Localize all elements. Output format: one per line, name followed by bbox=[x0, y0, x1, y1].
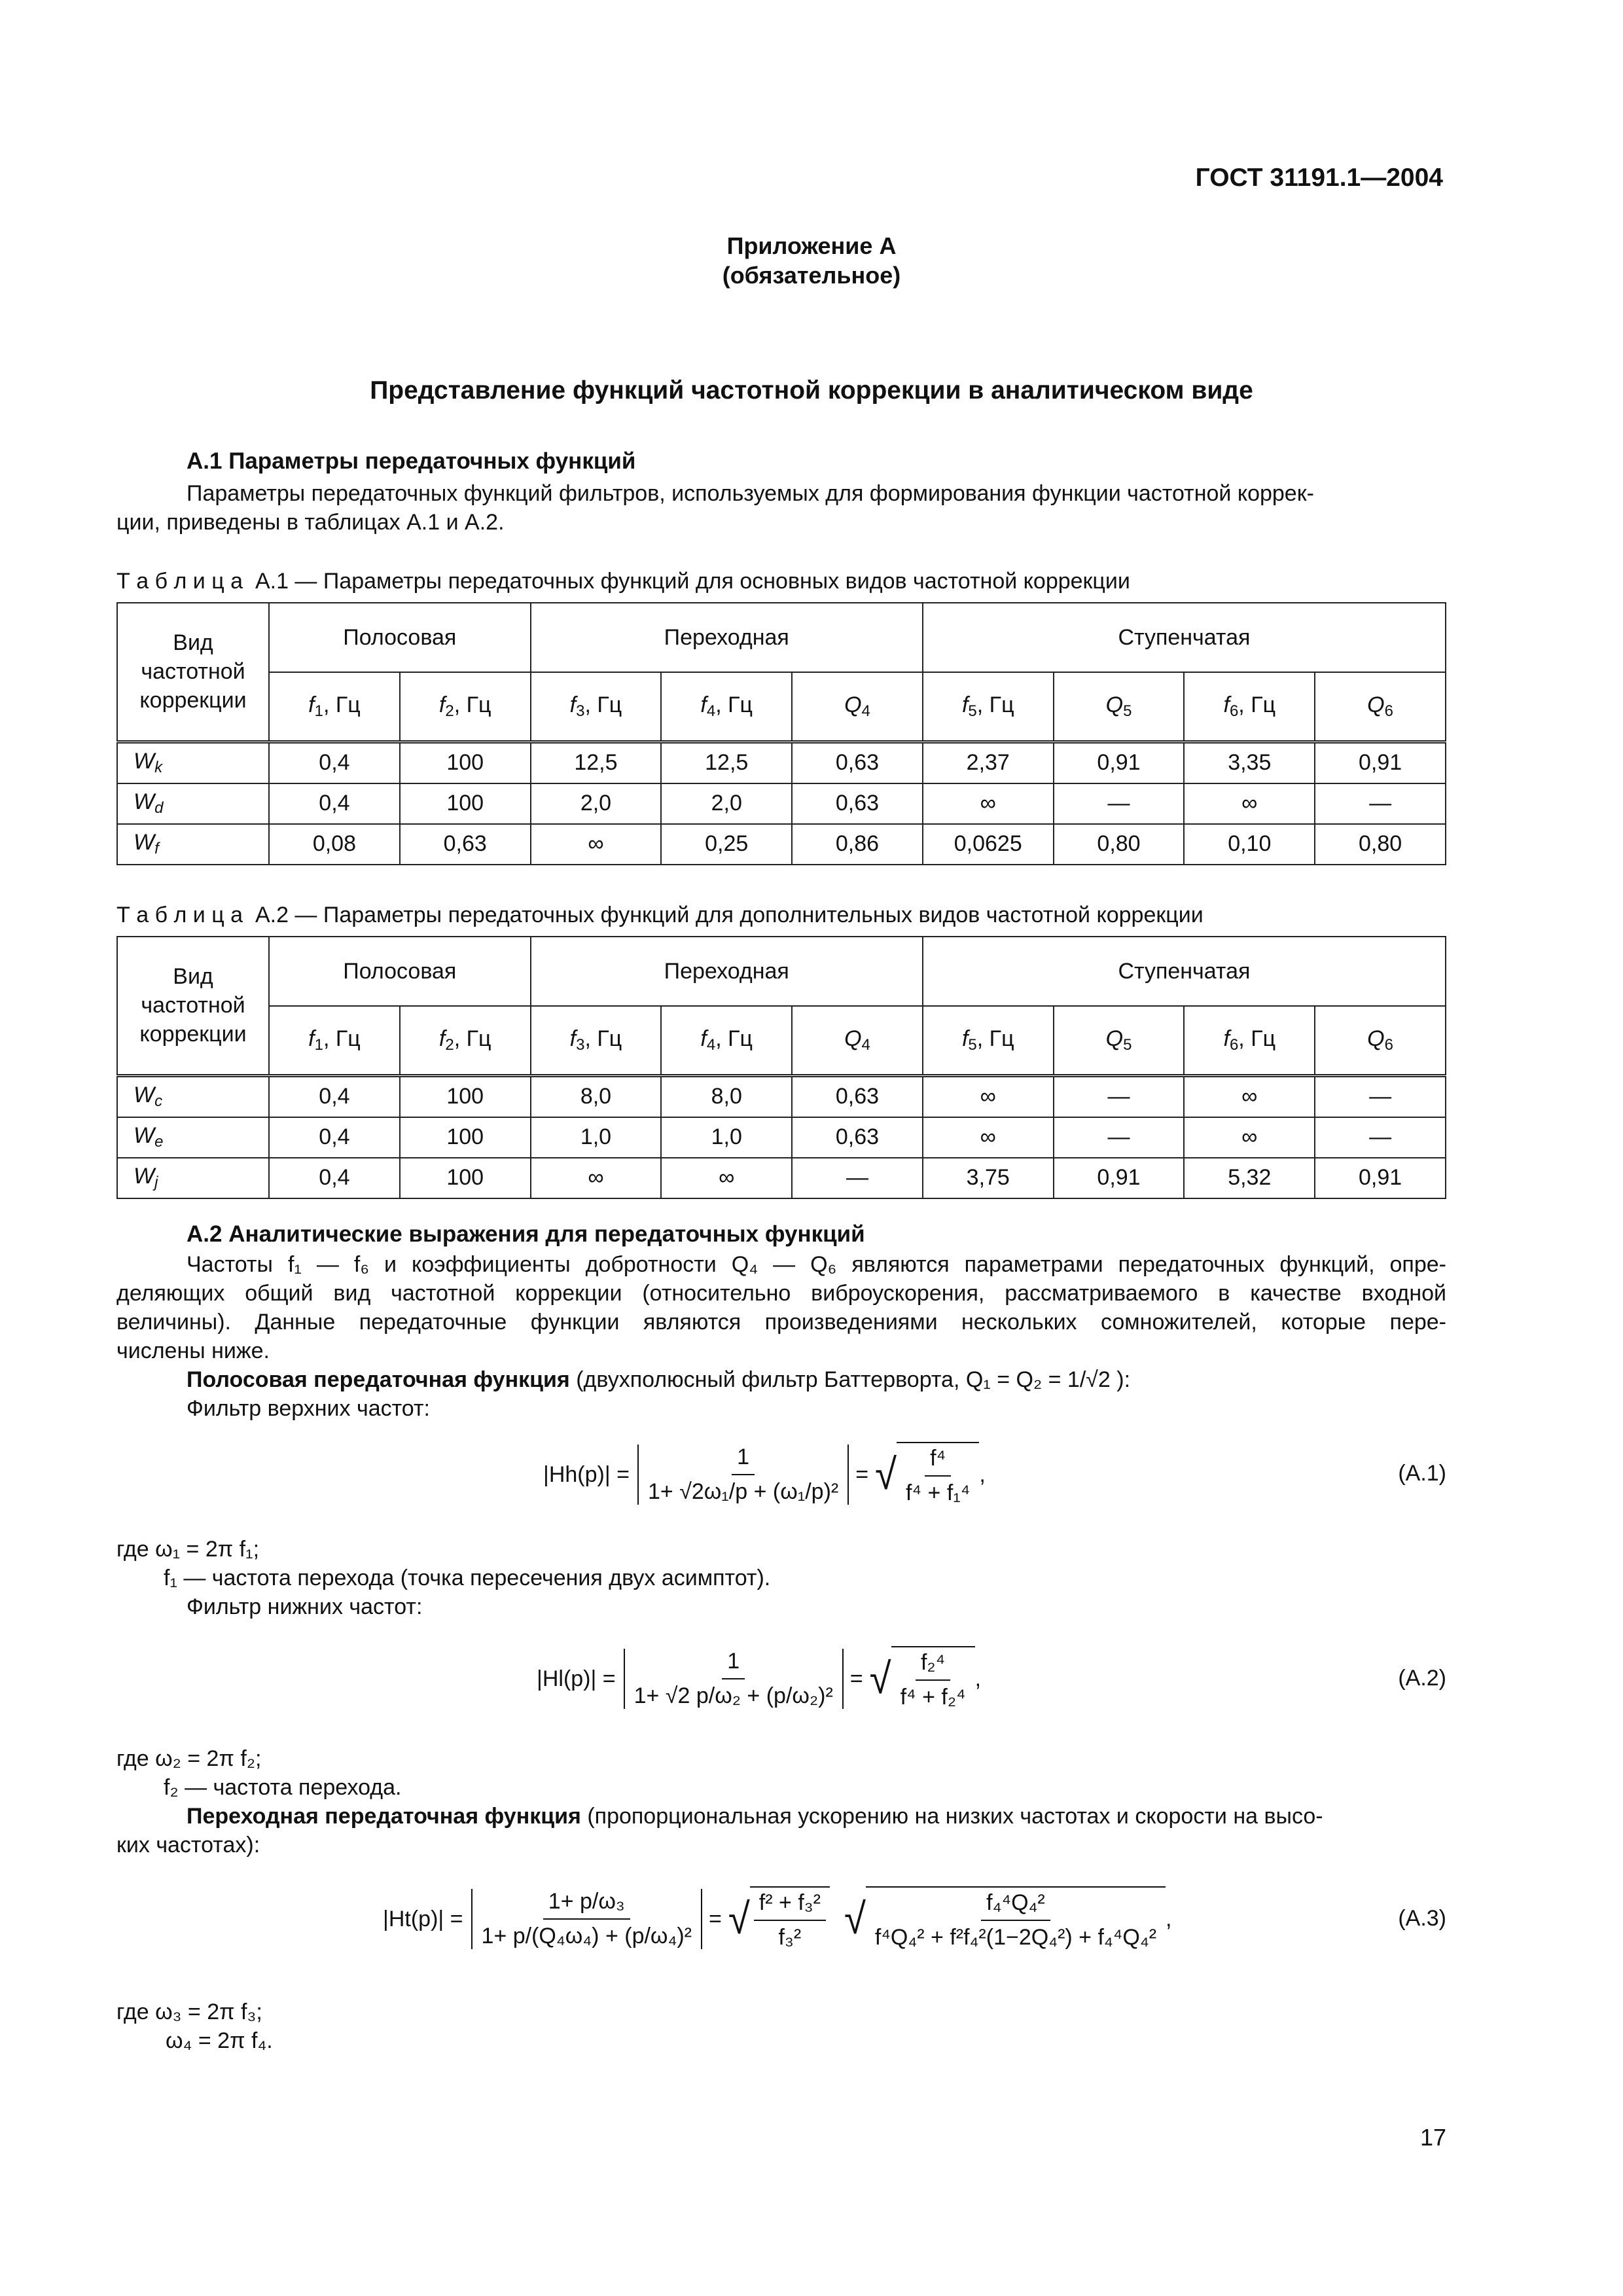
table-cell: 0,4 bbox=[269, 1158, 400, 1198]
col-subheader: $Q_6$ bbox=[1315, 1006, 1446, 1075]
table-cell: 0,86 bbox=[792, 824, 923, 865]
formula-a2-rhs-num: f₂⁴ bbox=[916, 1650, 950, 1681]
table-cell: — bbox=[1054, 1075, 1185, 1117]
table-cell: — bbox=[1315, 1117, 1446, 1158]
where-a3-2: ω₄ = 2π f₄. bbox=[166, 2028, 273, 2053]
table-cell: 8,0 bbox=[531, 1075, 662, 1117]
formula-a1: |Hh(p)| = $\frac{1}{\text{1+ √2ω₁/p + (ω₁/p)²}}$ = √ $\frac{\text{f⁴}}{\text{f⁴ + f₁⁴}}$ , bbox=[543, 1432, 986, 1517]
table-a1 bbox=[116, 602, 1446, 865]
table-cell: 2,37 bbox=[923, 742, 1054, 783]
table-cell: 12,5 bbox=[531, 742, 662, 783]
table-cell: 100 bbox=[400, 1075, 531, 1117]
section-a2-line2: деляющих общий вид частотной коррекции (относительно виброускорения, рассматриваемого в качестве входной bbox=[116, 1281, 1446, 1306]
col-subheader: $Q_5$ bbox=[1054, 1006, 1185, 1075]
where-a3-1: где ω₃ = 2π f₃; bbox=[116, 2000, 262, 2024]
equals-sign: = bbox=[855, 1462, 869, 1487]
table-row bbox=[117, 1075, 1446, 1117]
row-label: $W_e$ bbox=[117, 1117, 269, 1158]
table-cell: 0,0625 bbox=[923, 824, 1054, 865]
formula-a1-abs bbox=[637, 1444, 849, 1505]
table-row bbox=[117, 783, 1446, 824]
eq-number-a2: (А.2) bbox=[1398, 1666, 1446, 1691]
col-header-type bbox=[117, 603, 269, 742]
section-a1-line2: ции, приведены в таблицах А.1 и А.2. bbox=[116, 510, 505, 535]
table-cell: — bbox=[792, 1158, 923, 1198]
row-label: $W_d$ bbox=[117, 783, 269, 824]
table-a1-caption bbox=[116, 567, 1130, 596]
section-a2-line3: величины). Данные передаточные функции являются произведениями нескольких сомножителей, которые пере- bbox=[116, 1310, 1446, 1335]
formula-a2-abs bbox=[624, 1649, 844, 1709]
col-subheader: $f_5$, Гц bbox=[923, 1006, 1054, 1075]
table-row bbox=[117, 1158, 1446, 1198]
row-label: $W_k$ bbox=[117, 742, 269, 783]
transition-intro bbox=[187, 1802, 1446, 1831]
table-cell: 100 bbox=[400, 1158, 531, 1198]
col-subheader: $f_3$, Гц bbox=[531, 1006, 662, 1075]
table-cell: 2,0 bbox=[531, 783, 662, 824]
table-cell: 0,25 bbox=[661, 824, 792, 865]
appendix-title: Приложение А bbox=[726, 232, 897, 259]
formula-a2-den: 1+ √2 p/ω₂ + (p/ω₂)² bbox=[633, 1683, 833, 1708]
table-cell: ∞ bbox=[1184, 1117, 1315, 1158]
eq-number-a1: (А.1) bbox=[1398, 1461, 1446, 1486]
sqrt-a3-second: √ $\frac{\text{f₄⁴Q₄²}}{\text{f⁴Q₄² + f²f₄²(1−2Q₄²) + f₄⁴Q₄²}}$ bbox=[844, 1886, 1166, 1952]
col-header-type-line: коррекции bbox=[139, 688, 247, 713]
formula-a2-num: 1 bbox=[722, 1649, 745, 1679]
page-number: 17 bbox=[1419, 2124, 1446, 2151]
section-a2-heading: А.2 Аналитические выражения для передаточных функций bbox=[187, 1221, 865, 1247]
col-subheader: $f_1$, Гц bbox=[269, 672, 400, 742]
formula-a3-rhs1-num: f² + f₃² bbox=[754, 1890, 826, 1921]
table-caption-prefix: Т а б л и ц а bbox=[116, 569, 243, 594]
where-a1-f: f₁ — частота перехода (точка пересечения двух асимптот). bbox=[164, 1566, 771, 1590]
section-a1-line1: Параметры передаточных функций фильтров, используемых для формирования функции частотной коррек- bbox=[187, 481, 1314, 506]
table-cell: 2,0 bbox=[661, 783, 792, 824]
transition-rest: (пропорциональная ускорению на низких частотах и скорости на высо- bbox=[580, 1804, 1323, 1829]
col-header-type-line: частотной bbox=[141, 659, 245, 685]
table-cell: — bbox=[1054, 1117, 1185, 1158]
transition-rest-2: ких частотах): bbox=[116, 1833, 260, 1857]
table-cell: 0,63 bbox=[792, 1075, 923, 1117]
sqrt-a2: √ $\frac{\text{f₂⁴}}{\text{f⁴ + f₂⁴}}$ bbox=[870, 1646, 975, 1712]
formula-a3-num: 1+ p/ω₃ bbox=[543, 1889, 630, 1920]
col-header-type-line: Вид bbox=[173, 964, 213, 990]
formula-a1-den: 1+ √2ω₁/p + (ω₁/p)² bbox=[647, 1479, 839, 1504]
formula-a3-lhs: |Ht(p)| = bbox=[383, 1906, 463, 1931]
formula-a3-rhs2-num: f₄⁴Q₄² bbox=[981, 1890, 1050, 1921]
table-cell: ∞ bbox=[661, 1158, 792, 1198]
table-cell: 1,0 bbox=[661, 1117, 792, 1158]
table-cell: 0,80 bbox=[1054, 824, 1185, 865]
eq-number-a3: (А.3) bbox=[1398, 1906, 1446, 1931]
section-a2-line4: числены ниже. bbox=[116, 1338, 270, 1363]
table-cell: 0,80 bbox=[1315, 824, 1446, 865]
table-cell: 3,75 bbox=[923, 1158, 1054, 1198]
col-header-type bbox=[117, 937, 269, 1075]
formula-a3-abs bbox=[471, 1889, 702, 1949]
table-cell: 3,35 bbox=[1184, 742, 1315, 783]
table-cell: ∞ bbox=[531, 824, 662, 865]
equals-sign: = bbox=[849, 1666, 863, 1691]
table-cell: — bbox=[1054, 783, 1185, 824]
row-label: $W_c$ bbox=[117, 1075, 269, 1117]
table-cell: 12,5 bbox=[661, 742, 792, 783]
table-cell: 0,91 bbox=[1054, 1158, 1185, 1198]
table-cell: 0,08 bbox=[269, 824, 400, 865]
formula-a2: |Hl(p)| = $\frac{1}{\text{1+ √2 p/ω₂ + (p/ω₂)²}}$ = √ $\frac{\text{f₂⁴}}{\text{f⁴ + f₂⁴}}$ , bbox=[537, 1636, 981, 1721]
col-group-bandpass: Полосовая bbox=[269, 603, 531, 672]
transition-bold: Переходная передаточная функция bbox=[187, 1804, 581, 1829]
col-subheader: $Q_6$ bbox=[1315, 672, 1446, 742]
section-a2-line1: Частоты f₁ — f₆ и коэффициенты добротности Q₄ — Q₆ являются параметрами передаточных функций, опре- bbox=[187, 1252, 1446, 1277]
table-cell: ∞ bbox=[923, 1117, 1054, 1158]
table-row bbox=[117, 1117, 1446, 1158]
col-subheader: $f_6$, Гц bbox=[1184, 672, 1315, 742]
col-group-bandpass: Полосовая bbox=[269, 937, 531, 1006]
table-cell: 5,32 bbox=[1184, 1158, 1315, 1198]
table-cell: 100 bbox=[400, 783, 531, 824]
col-subheader: $f_5$, Гц bbox=[923, 672, 1054, 742]
col-group-step: Ступенчатая bbox=[923, 937, 1446, 1006]
table-a2 bbox=[116, 936, 1446, 1199]
table-cell: 0,4 bbox=[269, 742, 400, 783]
row-label: $W_f$ bbox=[117, 824, 269, 865]
table-cell: 0,4 bbox=[269, 783, 400, 824]
formula-a3-den: 1+ p/(Q₄ω₄) + (p/ω₄)² bbox=[481, 1924, 692, 1948]
col-subheader: $f_4$, Гц bbox=[661, 1006, 792, 1075]
col-subheader: $f_2$, Гц bbox=[400, 672, 531, 742]
table-cell: 0,63 bbox=[792, 783, 923, 824]
table-cell: ∞ bbox=[1184, 783, 1315, 824]
band-pass-rest: (двухполюсный фильтр Баттерворта, Q₁ = Q₂ = 1/√2 ): bbox=[569, 1367, 1131, 1392]
table-cell: 0,4 bbox=[269, 1117, 400, 1158]
table-cell: — bbox=[1315, 1075, 1446, 1117]
high-pass-title: Фильтр верхних частот: bbox=[187, 1396, 430, 1421]
low-pass-title: Фильтр нижних частот: bbox=[187, 1594, 423, 1619]
table-row bbox=[117, 824, 1446, 865]
formula-a3-rhs1-den: f₃² bbox=[778, 1925, 802, 1950]
formula-a1-rhs-den: f⁴ + f₁⁴ bbox=[906, 1480, 971, 1505]
table-cell: 0,63 bbox=[792, 742, 923, 783]
col-subheader: $Q_5$ bbox=[1054, 672, 1185, 742]
col-subheader: $f_6$, Гц bbox=[1184, 1006, 1315, 1075]
col-header-type-line: коррекции bbox=[139, 1022, 247, 1047]
table-cell: 0,4 bbox=[269, 1075, 400, 1117]
col-subheader: $f_2$, Гц bbox=[400, 1006, 531, 1075]
band-pass-bold: Полосовая передаточная функция bbox=[187, 1367, 570, 1392]
table-cell: — bbox=[1315, 783, 1446, 824]
standard-id: ГОСТ 31191.1—2004 bbox=[1195, 164, 1443, 192]
table-cell: 100 bbox=[400, 742, 531, 783]
col-group-step: Ступенчатая bbox=[923, 603, 1446, 672]
col-subheader: $f_1$, Гц bbox=[269, 1006, 400, 1075]
table-a2-caption bbox=[116, 901, 1204, 929]
table-cell: 1,0 bbox=[531, 1117, 662, 1158]
table-cell: 0,91 bbox=[1054, 742, 1185, 783]
main-title: Представление функций частотной коррекции в аналитическом виде bbox=[370, 376, 1253, 404]
row-label: $W_j$ bbox=[117, 1158, 269, 1198]
table-cell: ∞ bbox=[1184, 1075, 1315, 1117]
table-cell: 0,10 bbox=[1184, 824, 1315, 865]
col-group-transition: Переходная bbox=[531, 937, 923, 1006]
where-a2-f: f₂ — частота перехода. bbox=[164, 1775, 402, 1800]
band-pass-intro bbox=[187, 1365, 1130, 1394]
section-a1-heading: А.1 Параметры передаточных функций bbox=[187, 448, 636, 474]
table-cell: 0,63 bbox=[792, 1117, 923, 1158]
col-header-type-line: частотной bbox=[141, 993, 245, 1018]
col-header-type-line: Вид bbox=[173, 630, 213, 656]
formula-a1-rhs-num: f⁴ bbox=[925, 1446, 951, 1477]
table-cell: ∞ bbox=[531, 1158, 662, 1198]
equals-sign: = bbox=[709, 1906, 722, 1931]
table-row bbox=[117, 742, 1446, 783]
formula-a1-num: 1 bbox=[732, 1444, 755, 1475]
table-caption-text: А.1 — Параметры передаточных функций для основных видов частотной коррекции bbox=[255, 569, 1130, 594]
where-a1: где ω₁ = 2π f₁; bbox=[116, 1537, 260, 1562]
col-group-transition: Переходная bbox=[531, 603, 923, 672]
formula-a3: |Ht(p)| = $\frac{\text{1+ p/ω₃}}{\text{1+ p/(Q₄ω₄) + (p/ω₄)²}}$ = √ $\frac{\text{f² + f₃²}}{\text{f₃²}}$ √ $\frac{\text{f₄⁴Q₄²}}{\text{f⁴Q₄² + f²f₄²(1−2Q₄²) + f₄⁴Q₄²}}$ , bbox=[383, 1873, 1172, 1965]
table-cell: 0,91 bbox=[1315, 1158, 1446, 1198]
table-cell: 0,91 bbox=[1315, 742, 1446, 783]
sqrt-a3-first: √ $\frac{\text{f² + f₃²}}{\text{f₃²}}$ bbox=[728, 1886, 830, 1952]
formula-a2-rhs-den: f⁴ + f₂⁴ bbox=[900, 1685, 966, 1710]
table-caption-text: А.2 — Параметры передаточных функций для дополнительных видов частотной коррекции bbox=[255, 903, 1204, 927]
sqrt-a1: √ $\frac{\text{f⁴}}{\text{f⁴ + f₁⁴}}$ bbox=[875, 1442, 979, 1507]
col-subheader: $f_3$, Гц bbox=[531, 672, 662, 742]
formula-a3-rhs2-den: f⁴Q₄² + f²f₄²(1−2Q₄²) + f₄⁴Q₄² bbox=[874, 1925, 1157, 1950]
where-a2: где ω₂ = 2π f₂; bbox=[116, 1746, 262, 1771]
col-subheader: $Q_4$ bbox=[792, 1006, 923, 1075]
table-cell: ∞ bbox=[923, 783, 1054, 824]
formula-a2-lhs: |Hl(p)| = bbox=[537, 1666, 616, 1691]
table-cell: 100 bbox=[400, 1117, 531, 1158]
table-cell: 0,63 bbox=[400, 824, 531, 865]
col-subheader: $f_4$, Гц bbox=[661, 672, 792, 742]
table-cell: 8,0 bbox=[661, 1075, 792, 1117]
table-cell: ∞ bbox=[923, 1075, 1054, 1117]
col-subheader: $Q_4$ bbox=[792, 672, 923, 742]
formula-a1-lhs: |Hh(p)| = bbox=[543, 1462, 630, 1487]
table-caption-prefix: Т а б л и ц а bbox=[116, 903, 243, 927]
appendix-status: (обязательное) bbox=[722, 262, 901, 289]
